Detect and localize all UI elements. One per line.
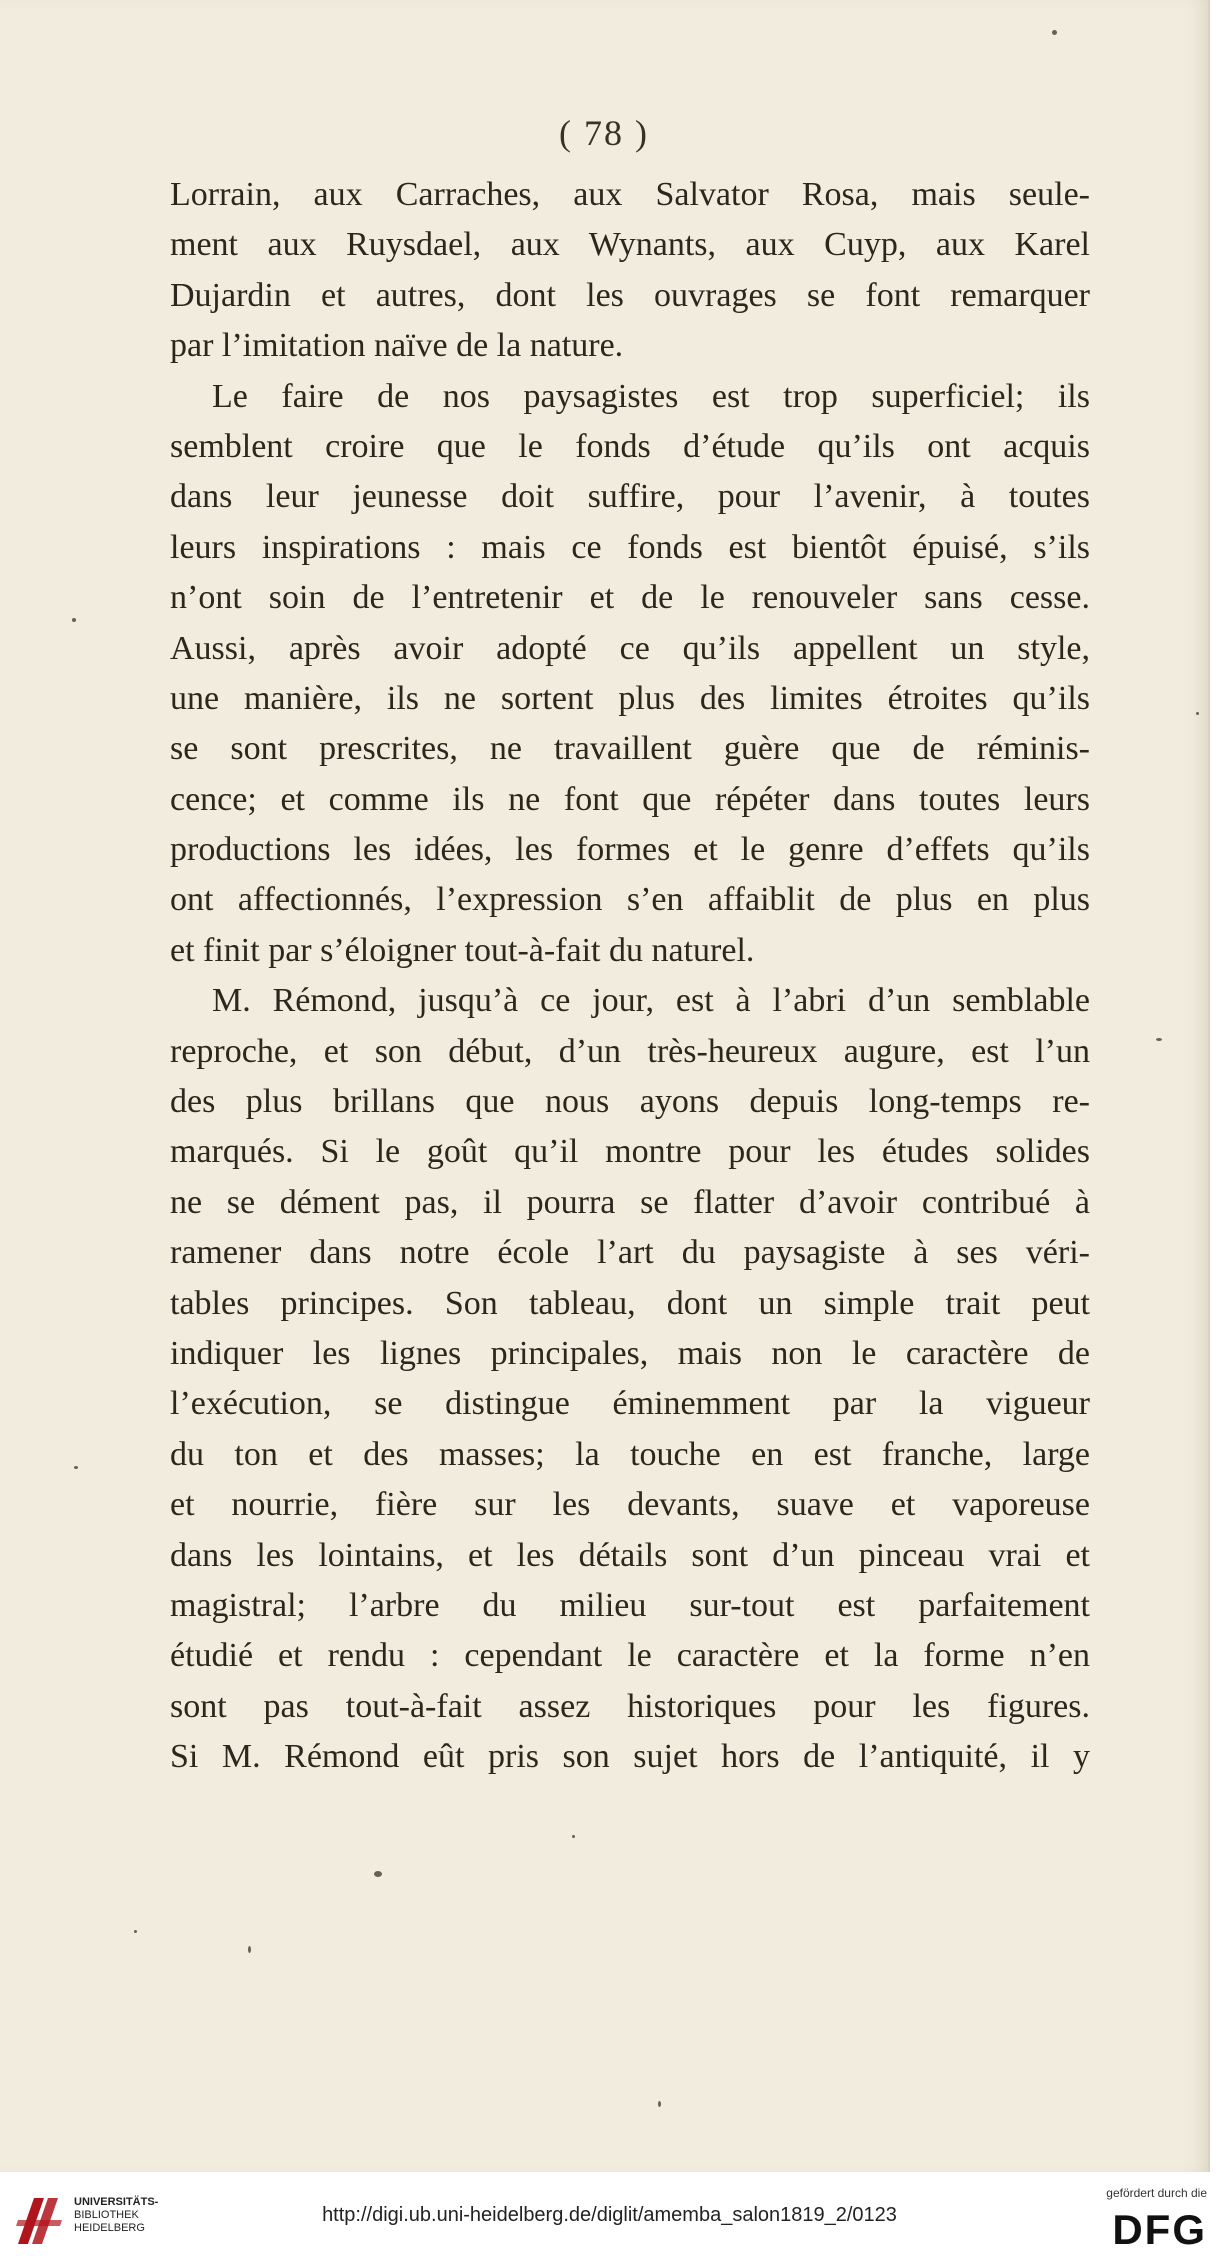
text-line: Si M. Rémond eût pris son sujet hors de l’antiquité, il y <box>170 1738 1090 1776</box>
paper-speck <box>1052 30 1057 35</box>
paper-speck <box>658 2101 661 2107</box>
text-line: marqués. Si le goût qu’il montre pour les études solides <box>170 1133 1090 1171</box>
paper-speck <box>72 618 76 622</box>
text-line: dans les lointains, et les détails sont d’un pinceau vrai et <box>170 1536 1090 1574</box>
paper-speck <box>74 1466 78 1469</box>
text-line: des plus brillans que nous ayons depuis long-temps re- <box>170 1083 1090 1121</box>
text-line: productions les idées, les formes et le genre d’effets qu’ils <box>170 831 1090 869</box>
text-line: étudié et rendu : cependant le caractère et la forme n’en <box>170 1637 1090 1675</box>
text-line: reproche, et son début, d’un très-heureux augure, est l’un <box>170 1032 1090 1070</box>
paragraph-start-line: Le faire de nos paysagistes est trop superficiel; ils <box>212 377 1090 415</box>
text-line: magistral; l’arbre du milieu sur-tout est parfaitement <box>170 1586 1090 1624</box>
paper-speck <box>572 1835 575 1838</box>
paper-speck <box>1156 1038 1162 1041</box>
institution-line: HEIDELBERG <box>74 2222 145 2234</box>
text-line: Dujardin et autres, dont les ouvrages se font remarquer <box>170 276 1090 314</box>
text-line: Lorrain, aux Carraches, aux Salvator Rosa, mais seule- <box>170 176 1090 213</box>
text-line: leurs inspirations : mais ce fonds est bientôt épuisé, s’ils <box>170 528 1090 566</box>
text-line: semblent croire que le fonds d’étude qu’ils ont acquis <box>170 427 1090 465</box>
text-line: indiquer les lignes principales, mais non le caractère de <box>170 1334 1090 1372</box>
paragraph-start-line: M. Rémond, jusqu’à ce jour, est à l’abri d’un semblable <box>212 982 1090 1020</box>
text-line: se sont prescrites, ne travaillent guère que de réminis- <box>170 730 1090 768</box>
institution-line: UNIVERSITÄTS- <box>74 2196 159 2208</box>
text-line: cence; et comme ils ne font que répéter dans toutes leurs <box>170 780 1090 818</box>
text-line: l’exécution, se distingue éminemment par la vigueur <box>170 1385 1090 1423</box>
paper-speck <box>248 1946 251 1953</box>
text-line: ramener dans notre école l’art du paysagiste à ses véri- <box>170 1234 1090 1272</box>
text-line: sont pas tout-à-fait assez historiques pour les figures. <box>170 1687 1090 1725</box>
funding-note: gefördert durch die <box>1106 2186 1207 2200</box>
text-line: par l’imitation naïve de la nature. <box>170 327 624 365</box>
dfg-logo: DFG <box>1112 2206 1207 2253</box>
text-line: et nourrie, fière sur les devants, suave et vaporeuse <box>170 1486 1090 1524</box>
text-line: Aussi, après avoir adopté ce qu’ils appellent un style, <box>170 629 1090 667</box>
text-line: ment aux Ruysdael, aux Wynants, aux Cuyp, aux Karel <box>170 226 1090 264</box>
paper-speck <box>374 1871 382 1877</box>
text-line: ne se dément pas, il pourra se flatter d’avoir contribué à <box>170 1183 1090 1221</box>
text-line: ont affectionnés, l’expression s’en affaiblit de plus en plus <box>170 881 1090 919</box>
paper-speck <box>1196 712 1199 715</box>
text-line: une manière, ils ne sortent plus des limites étroites qu’ils <box>170 679 1090 717</box>
institution-line: BIBLIOTHEK <box>74 2209 139 2221</box>
paper-speck <box>134 1930 137 1933</box>
page-number: ( 78 ) <box>559 113 649 153</box>
text-line: et finit par s’éloigner tout-à-fait du naturel. <box>170 931 755 969</box>
text-line: n’ont soin de l’entretenir et de le renouveler sans cesse. <box>170 579 1090 617</box>
text-line: dans leur jeunesse doit suffire, pour l’avenir, à toutes <box>170 478 1090 516</box>
text-line: tables principes. Son tableau, dont un simple trait peut <box>170 1284 1090 1322</box>
footer-bar <box>0 2174 1219 2264</box>
text-line: du ton et des masses; la touche en est franche, large <box>170 1435 1090 1473</box>
permalink-url[interactable]: http://digi.ub.uni-heidelberg.de/diglit/amemba_salon1819_2/0123 <box>322 2204 897 2226</box>
body-text <box>170 170 1090 1783</box>
